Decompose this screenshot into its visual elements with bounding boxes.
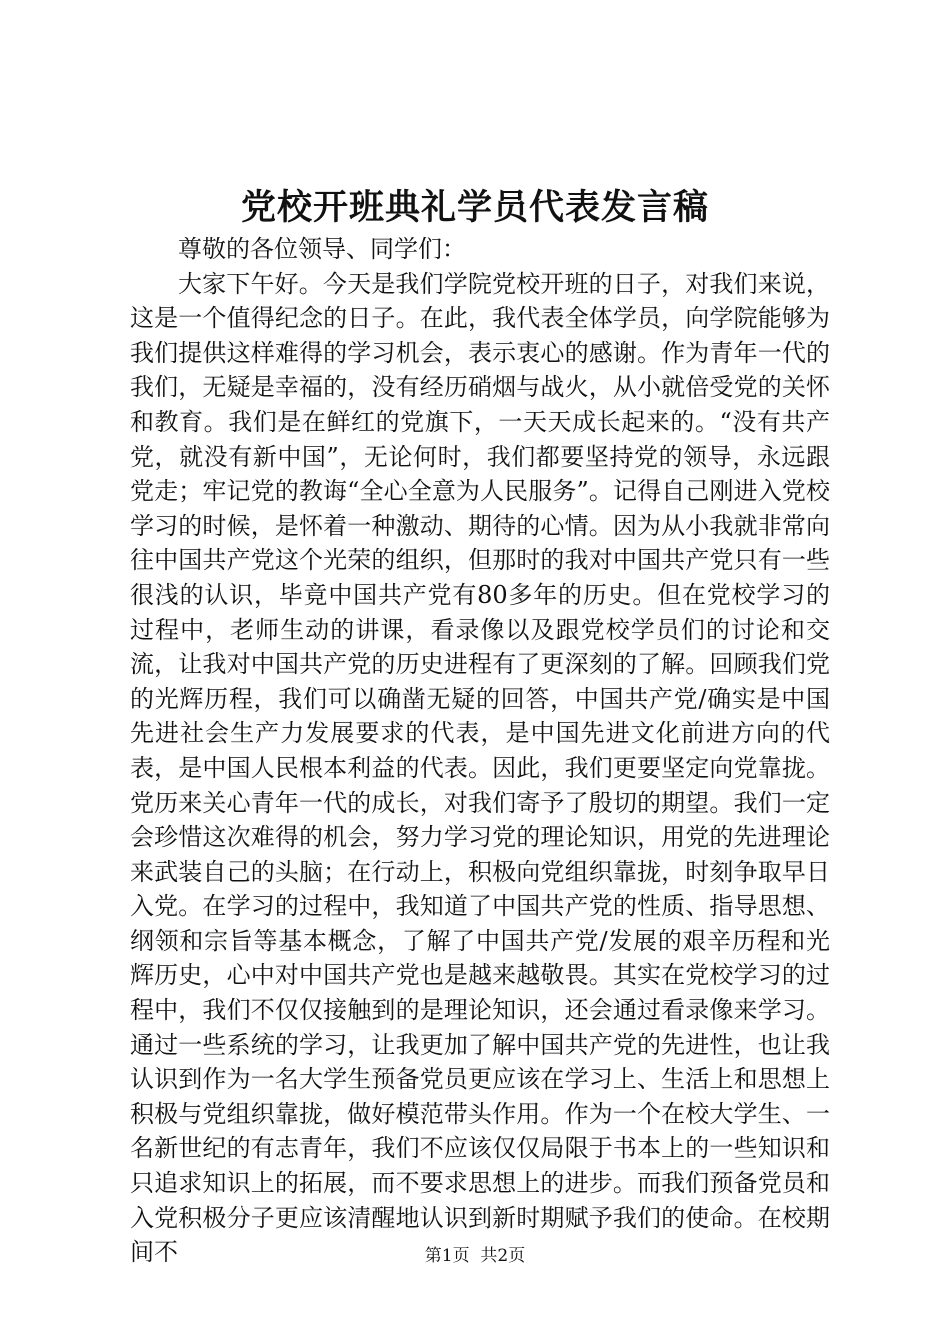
salutation: 尊敬的各位领导、同学们： [178,235,466,263]
page-total: 共2页 [480,1246,526,1266]
document-title: 党校开班典礼学员代表发言稿 [240,187,709,228]
page-number: 第1页 [424,1246,470,1266]
document-body [130,232,830,1270]
page-footer [0,1244,950,1268]
body-paragraph: 大家下午好。今天是我们学院党校开班的日子，对我们来说，这是一个值得纪念的日子。在此，我代表全体学员，向学院能够为我们提供这样难得的学习机会，表示衷心的感谢。作为青年一代的我们，无疑是幸福的，没有经历硝烟与战火，从小就倍受党的关怀和教育。我们是在鲜红的党旗下，一天天成长起来的。“没有共产党，就没有新中国”，无论何时，我们都要坚持党的领导，永远跟党走；牢记党的教诲“全心全意为人民服务”。记得自己刚进入党校学习的时候，是怀着一种激动、期待的心情。因为从小我就非常向往中国共产党这个光荣的组织，但那时的我对中国共产党只有一些很浅的认识，毕竟中国共产党有80多年的历史。但在党校学习的过程中，老师生动的讲课，看录像以及跟党校学员们的讨论和交流，让我对中国共产党的历史进程有了更深刻的了解。回顾我们党的光辉历程，我们可以确凿无疑的回答，中国共产党/确实是中国先进社会生产力发展要求的代表，是中国先进文化前进方向的代表，是中国人民根本利益的代表。因此，我们更要坚定向党靠拢。党历来关心青年一代的成长，对我们寄予了殷切的期望。我们一定会珍惜这次难得的机会，努力学习党的理论知识，用党的先进理论来武装自己的头脑；在行动上，积极向党组织靠拢，时刻争取早日入党。在学习的过程中，我知道了中国共产党的性质、指导思想、纲领和宗旨等基本概念，了解了中国共产党/发展的艰辛历程和光辉历史，心中对中国共产党也是越来越敬畏。其实在党校学习的过程中，我们不仅仅接触到的是理论知识，还会通过看录像来学习。通过一些系统的学习，让我更加了解中国共产党的先进性，也让我认识到作为一名大学生预备党员更应该在学习上、生活上和思想上积极与党组织靠拢，做好模范带头作用。作为一个在校大学生、一名新世纪的有志青年，我们不应该仅仅局限于书本上的一些知识和只追求知识上的拓展，而不要求思想上的进步。而我们预备党员和入党积极分子更应该清醒地认识到新时期赋予我们的使命。在校期间不 [130,269,830,1267]
